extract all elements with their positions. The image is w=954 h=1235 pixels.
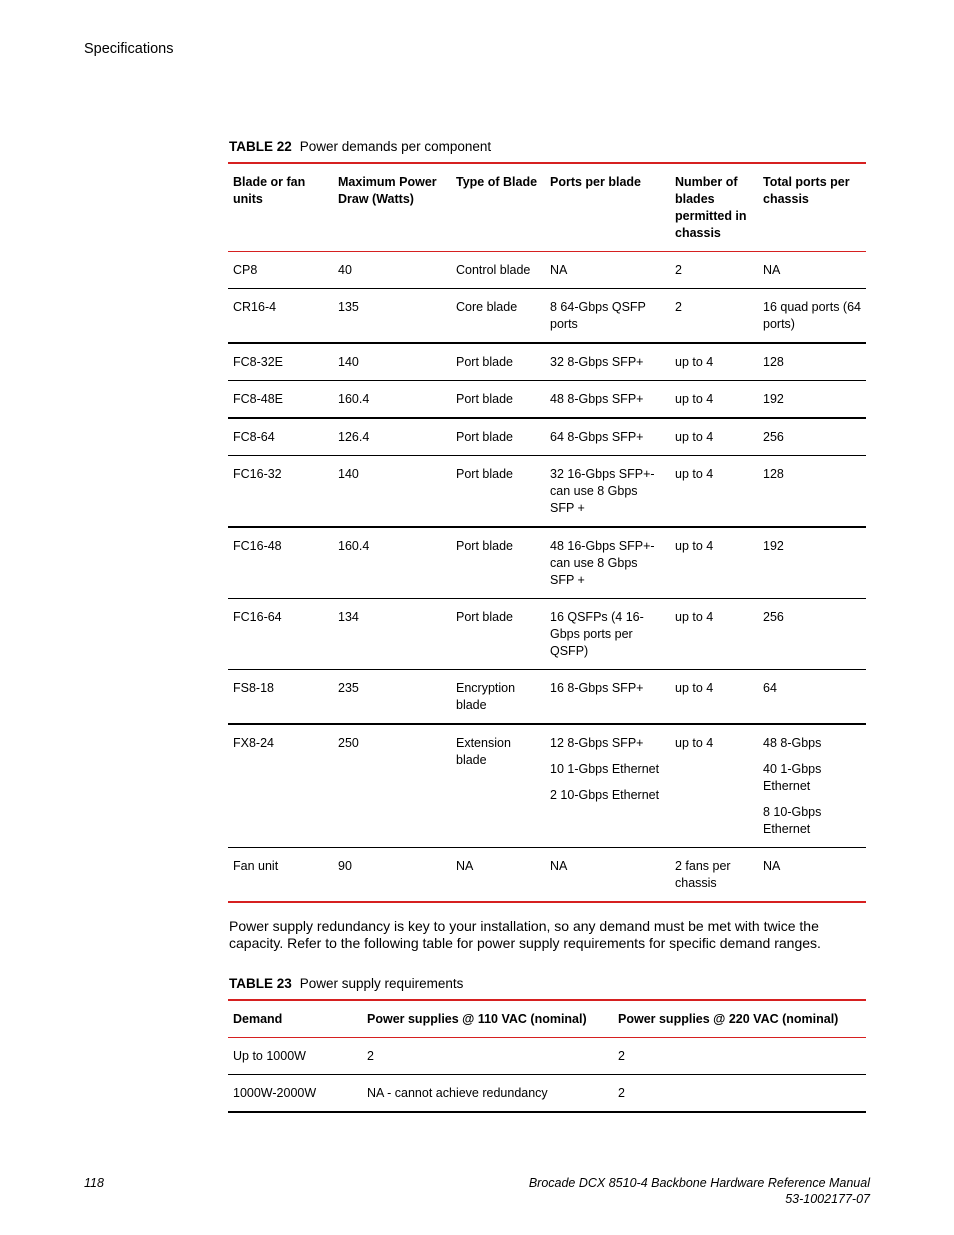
cell-ports: NA <box>550 859 568 873</box>
cell-ports: 8 64-Gbps QSFP ports <box>550 300 646 331</box>
cell-power: 40 <box>338 263 352 277</box>
cell-power: 235 <box>338 681 359 695</box>
table22-caption <box>229 139 491 154</box>
cell-total: 128 <box>763 467 784 481</box>
table22-header-row <box>228 163 866 252</box>
cell-num: 2 <box>675 300 682 314</box>
table-row <box>228 289 866 344</box>
cell-demand: 1000W-2000W <box>233 1086 317 1100</box>
cell-unit: FC8-48E <box>233 392 284 406</box>
cell-ports: 16 QSFPs (4 16-Gbps ports per QSFP) <box>550 610 644 658</box>
table-row <box>228 343 866 381</box>
table-row <box>228 418 866 456</box>
table-row <box>228 527 866 599</box>
col-220vac: Power supplies @ 220 VAC (nominal) <box>618 1012 839 1026</box>
table23-header-row <box>228 1000 866 1038</box>
cell-num: up to 4 <box>675 467 714 481</box>
cell-num: 2 <box>675 263 682 277</box>
cell-110vac: NA - cannot achieve redundancy <box>367 1086 548 1100</box>
cell-num: up to 4 <box>675 736 714 750</box>
cell-type: Port blade <box>456 467 513 481</box>
total-line: 48 8-Gbps <box>763 736 822 750</box>
col-ports-per-blade: Ports per blade <box>550 175 641 189</box>
cell-num: up to 4 <box>675 392 714 406</box>
cell-total <box>758 724 866 848</box>
doc-number: 53-1002177-07 <box>785 1191 870 1206</box>
cell-total: NA <box>763 859 781 873</box>
cell-220vac: 2 <box>618 1086 625 1100</box>
ports-line: 2 10-Gbps Ethernet <box>550 788 660 802</box>
col-demand: Demand <box>233 1012 283 1026</box>
ports-line: 10 1-Gbps Ethernet <box>550 762 660 776</box>
table-row <box>228 252 866 289</box>
cell-power: 140 <box>338 355 359 369</box>
cell-unit: FC16-64 <box>233 610 282 624</box>
cell-unit: CP8 <box>233 263 258 277</box>
cell-ports: 16 8-Gbps SFP+ <box>550 681 644 695</box>
page-number: 118 <box>84 1176 104 1190</box>
cell-total: 192 <box>763 392 784 406</box>
cell-type: Port blade <box>456 610 513 624</box>
power-supply-table <box>228 999 866 1113</box>
cell-power: 135 <box>338 300 359 314</box>
cell-unit: FX8-24 <box>233 736 274 750</box>
col-total-ports: Total ports per chassis <box>763 175 850 206</box>
cell-type: Control blade <box>456 263 531 277</box>
cell-ports: 32 16-Gbps SFP+- can use 8 Gbps SFP + <box>550 467 655 515</box>
cell-power: 90 <box>338 859 352 873</box>
cell-unit: Fan unit <box>233 859 279 873</box>
table-row <box>228 1075 866 1113</box>
cell-power: 250 <box>338 736 359 750</box>
cell-power: 160.4 <box>338 539 370 553</box>
cell-total: 64 <box>763 681 777 695</box>
table-row <box>228 456 866 528</box>
table22-title: Power demands per component <box>299 139 492 154</box>
redundancy-paragraph: Power supply redundancy is key to your installation, so any demand must be met with twice the capacity. Refer to the following table for power supply requirements for specific demand ranges. <box>229 918 821 951</box>
cell-type: Port blade <box>456 430 513 444</box>
total-line: 8 10-Gbps Ethernet <box>763 805 822 836</box>
cell-ports: 64 8-Gbps SFP+ <box>550 430 644 444</box>
cell-num: up to 4 <box>675 681 714 695</box>
table-row <box>228 670 866 725</box>
col-110vac: Power supplies @ 110 VAC (nominal) <box>367 1012 587 1026</box>
footer-doc-info <box>529 1176 870 1207</box>
cell-110vac: 2 <box>367 1049 374 1063</box>
table-row <box>228 1038 866 1075</box>
section-header: Specifications <box>84 41 174 57</box>
cell-total: 16 quad ports (64 ports) <box>763 300 861 331</box>
manual-title: Brocade DCX 8510-4 Backbone Hardware Reference Manual <box>528 1176 870 1190</box>
cell-unit: FS8-18 <box>233 681 274 695</box>
table-row <box>228 848 866 903</box>
cell-total: 256 <box>763 610 784 624</box>
total-line: 40 1-Gbps Ethernet <box>763 762 822 793</box>
ports-line: 12 8-Gbps SFP+ <box>550 736 644 750</box>
cell-ports: NA <box>550 263 568 277</box>
cell-type: NA <box>456 859 474 873</box>
table23-label: TABLE 23 <box>229 976 292 991</box>
cell-type: Extension blade <box>456 736 511 767</box>
cell-power: 126.4 <box>338 430 370 444</box>
cell-total: 128 <box>763 355 784 369</box>
cell-type: Encryption blade <box>456 681 516 712</box>
table23-title: Power supply requirements <box>299 976 464 991</box>
col-max-power: Maximum Power Draw (Watts) <box>338 175 437 206</box>
table-row <box>228 599 866 670</box>
cell-num: up to 4 <box>675 355 714 369</box>
table-row <box>228 724 866 848</box>
cell-total: NA <box>763 263 781 277</box>
cell-ports: 48 16-Gbps SFP+- can use 8 Gbps SFP + <box>550 539 655 587</box>
table22-label: TABLE 22 <box>229 139 292 154</box>
cell-unit: FC8-32E <box>233 355 284 369</box>
table-row <box>228 381 866 419</box>
cell-type: Core blade <box>456 300 518 314</box>
cell-total: 256 <box>763 430 784 444</box>
cell-type: Port blade <box>456 539 513 553</box>
col-blade-units: Blade or fan units <box>233 175 306 206</box>
col-blades-permitted: Number of blades permitted in chassis <box>675 175 747 240</box>
cell-unit: CR16-4 <box>233 300 277 314</box>
cell-num: up to 4 <box>675 610 714 624</box>
col-blade-type: Type of Blade <box>456 175 538 189</box>
cell-total: 192 <box>763 539 784 553</box>
cell-ports: 32 8-Gbps SFP+ <box>550 355 644 369</box>
cell-demand: Up to 1000W <box>233 1049 306 1063</box>
cell-unit: FC16-32 <box>233 467 282 481</box>
cell-type: Port blade <box>456 392 513 406</box>
cell-num: up to 4 <box>675 430 714 444</box>
cell-power: 160.4 <box>338 392 370 406</box>
cell-unit: FC8-64 <box>233 430 275 444</box>
cell-power: 134 <box>338 610 359 624</box>
cell-num: up to 4 <box>675 539 714 553</box>
cell-ports <box>545 724 670 848</box>
cell-num: 2 fans per chassis <box>675 859 731 890</box>
cell-type: Port blade <box>456 355 513 369</box>
cell-ports: 48 8-Gbps SFP+ <box>550 392 644 406</box>
power-demands-table <box>228 162 866 903</box>
cell-220vac: 2 <box>618 1049 625 1063</box>
table23-caption <box>229 976 463 991</box>
cell-power: 140 <box>338 467 359 481</box>
cell-unit: FC16-48 <box>233 539 282 553</box>
